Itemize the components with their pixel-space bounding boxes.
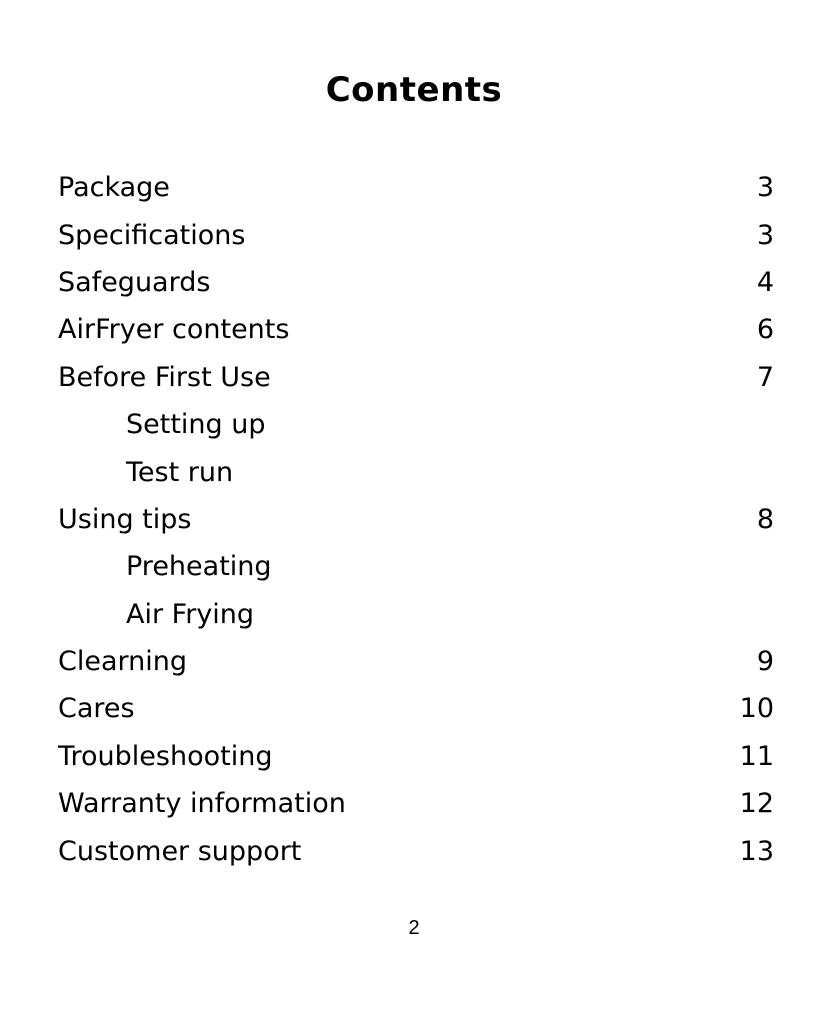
toc-entry-safeguards[interactable]	[58, 259, 774, 306]
toc-entry-page: 3	[756, 219, 774, 251]
toc-entry-label: Safeguards	[58, 266, 211, 298]
toc-entry-label: Before First Use	[58, 361, 271, 393]
toc-entry-label: Cares	[58, 693, 135, 725]
toc-entry-package[interactable]	[58, 164, 774, 211]
toc-entry-page: 12	[739, 788, 774, 820]
toc-entry-using-tips[interactable]	[58, 496, 774, 543]
toc-entry-page: 7	[756, 361, 774, 393]
toc-entry-before-first-use[interactable]	[58, 354, 774, 401]
toc-entry-label: Setting up	[126, 409, 266, 441]
toc-entry-label: Using tips	[58, 503, 192, 535]
toc-entry-label: AirFryer contents	[58, 314, 290, 346]
toc-entry-label: Air Frying	[126, 598, 255, 630]
toc-entry-page: 3	[756, 172, 774, 204]
toc-entry-page: 6	[756, 314, 774, 346]
toc-entry-troubleshooting[interactable]	[58, 733, 774, 780]
toc-subentry-test-run[interactable]	[58, 448, 774, 495]
page-number: 2	[408, 917, 420, 939]
toc-subentry-air-frying[interactable]	[58, 591, 774, 638]
toc-entry-specifications[interactable]	[58, 211, 774, 258]
toc-entry-page: 9	[756, 646, 774, 678]
table-of-contents	[58, 164, 774, 875]
toc-entry-label: Package	[58, 172, 170, 204]
toc-entry-page: 11	[739, 740, 774, 772]
toc-entry-label: Preheating	[126, 551, 272, 583]
toc-entry-label: Test run	[126, 456, 234, 488]
toc-entry-page: 10	[739, 693, 774, 725]
toc-subentry-preheating[interactable]	[58, 543, 774, 590]
toc-entry-page: 4	[756, 266, 774, 298]
page-title: Contents	[325, 70, 503, 110]
toc-entry-airfryer-contents[interactable]	[58, 306, 774, 353]
toc-entry-customer-support[interactable]	[58, 827, 774, 874]
toc-entry-page: 13	[739, 835, 774, 867]
toc-subentry-setting-up[interactable]	[58, 401, 774, 448]
toc-entry-page: 8	[756, 503, 774, 535]
toc-entry-label: Troubleshooting	[58, 740, 273, 772]
toc-entry-label: Warranty information	[58, 788, 346, 820]
toc-entry-label: Customer support	[58, 835, 302, 867]
toc-entry-clearning[interactable]	[58, 638, 774, 685]
toc-entry-warranty-information[interactable]	[58, 780, 774, 827]
toc-entry-label: Clearning	[58, 646, 188, 678]
toc-entry-label: Specifications	[58, 219, 246, 251]
toc-entry-cares[interactable]	[58, 685, 774, 732]
